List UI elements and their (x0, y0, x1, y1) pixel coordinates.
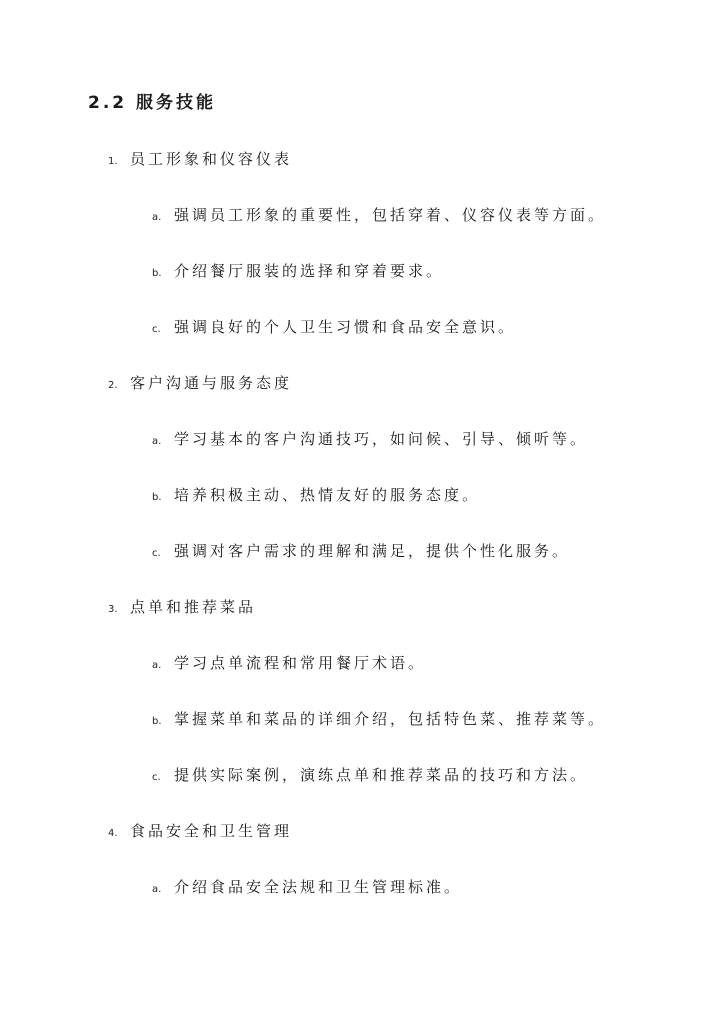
sub-item-text: 培养积极主动、热情友好的服务态度。 (174, 486, 481, 504)
sub-item-4a (152, 876, 462, 897)
list-item-title: 客户沟通与服务态度 (130, 374, 293, 392)
sub-item-text: 提供实际案例，演练点单和推荐菜品的技巧和方法。 (174, 766, 589, 784)
sub-marker: b. (152, 716, 162, 727)
list-marker: 3. (108, 604, 118, 615)
sub-item-1a (152, 204, 606, 225)
list-item-title: 食品安全和卫生管理 (130, 822, 293, 840)
list-item-3 (108, 596, 256, 617)
sub-item-text: 学习基本的客户沟通技巧，如问候、引导、倾听等。 (174, 430, 589, 448)
list-item-title: 点单和推荐菜品 (130, 598, 257, 616)
sub-item-3a (152, 652, 426, 673)
sub-marker: b. (152, 268, 162, 279)
list-item-4 (108, 820, 292, 841)
list-marker: 2. (108, 380, 118, 391)
sub-item-text: 介绍食品安全法规和卫生管理标准。 (174, 878, 463, 896)
list-item-1 (108, 148, 292, 169)
sub-item-1c (152, 316, 516, 337)
sub-marker: c. (152, 548, 161, 559)
sub-marker: b. (152, 492, 162, 503)
sub-item-text: 掌握菜单和菜品的详细介绍，包括特色菜、推荐菜等。 (174, 710, 607, 728)
sub-marker: c. (152, 772, 161, 783)
sub-item-text: 强调良好的个人卫生习惯和食品安全意识。 (174, 318, 517, 336)
list-item-title: 员工形象和仪容仪表 (130, 150, 293, 168)
list-item-2 (108, 372, 292, 393)
sub-item-2a (152, 428, 588, 449)
sub-item-1b (152, 260, 444, 281)
section-heading: 2.2 服务技能 (88, 93, 217, 113)
sub-item-text: 强调员工形象的重要性，包括穿着、仪容仪表等方面。 (174, 206, 607, 224)
sub-marker: c. (152, 324, 161, 335)
sub-item-2b (152, 484, 480, 505)
sub-marker: a. (152, 436, 162, 447)
sub-item-3c (152, 764, 588, 785)
sub-item-3b (152, 708, 606, 729)
sub-item-text: 强调对客户需求的理解和满足，提供个性化服务。 (174, 542, 571, 560)
sub-item-text: 学习点单流程和常用餐厅术语。 (174, 654, 427, 672)
list-marker: 4. (108, 828, 118, 839)
sub-item-2c (152, 540, 570, 561)
sub-marker: a. (152, 884, 162, 895)
sub-marker: a. (152, 660, 162, 671)
sub-item-text: 介绍餐厅服装的选择和穿着要求。 (174, 262, 445, 280)
sub-marker: a. (152, 212, 162, 223)
list-marker: 1. (108, 156, 118, 167)
